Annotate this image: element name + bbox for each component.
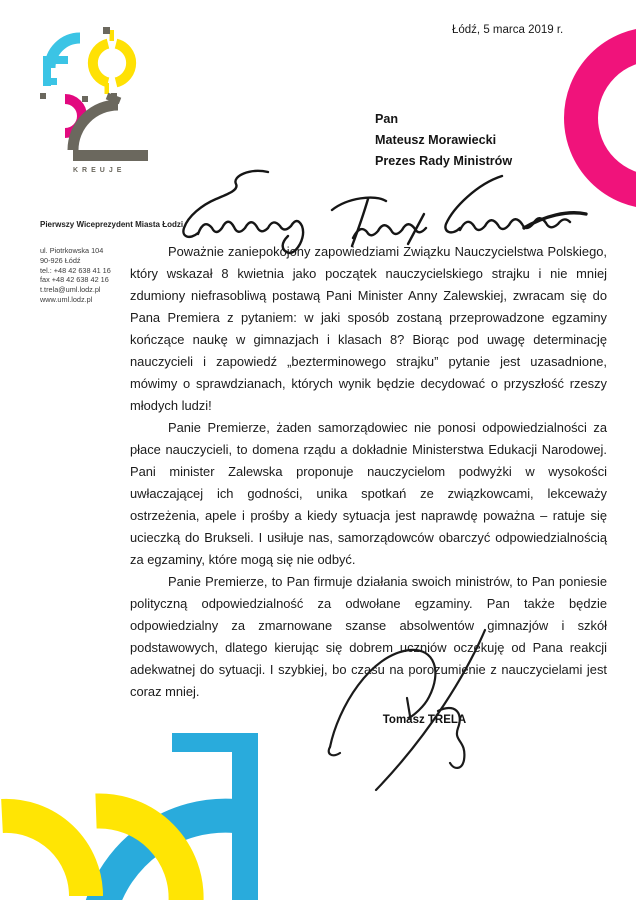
paragraph-1: Poważnie zaniepokojony zapowiedziami Związku Nauczycielstwa Polskiego, który wskazał 8 kwietnia jako początek nauczycielskiego strajku i nie mniej zdumiony niefrasobliwą postawą Pani Minister Anny Zalewskiej, zwracam się do Pana Premiera z pytaniem: w jaki sposób zostaną przeprowadzone egzaminy kończące naukę w gimnazjach i klasach 8? Biorąc pod uwagę determinację nauczycieli i zapowiedź „bezterminowego strajku” pytanie jest uzasadnione, mówimy o sprawdzianach, których wynik będzie decydować o przyszłość rzeszy młodych ludzi! — [130, 244, 607, 413]
paragraph-3: Panie Premierze, to Pan firmuje działania swoich ministrów, to Pan poniesie polityczną odpowiedzialność za odwołane egzaminy. Pan także będzie odpowiedzialny za zmarnowane szanse absolwentów gimnazjów i szkół podstawowych, dlatego kierując się dobrem uczniów oczekuję od Pana reakcji adekwatnej do sytuacji. I szybkiej, bo czasu na porozumienie z nauczycielami jest coraz mniej. — [130, 574, 607, 699]
address-street: ul. Piotrkowska 104 — [40, 246, 104, 255]
lodz-kreuje-logo-icon — [38, 26, 148, 168]
recipient-salutation: Pan — [375, 112, 399, 126]
sender-address — [40, 246, 111, 305]
lodz-letters-icon — [38, 26, 148, 168]
address-www: www.uml.lodz.pl — [40, 294, 93, 304]
date-line: Łódź, 5 marca 2019 r. — [452, 24, 564, 36]
recipient-block — [375, 109, 512, 172]
sender-title: Pierwszy Wiceprezydent Miasta Łodzi — [40, 220, 184, 229]
paragraph-2: Panie Premierze, żaden samorządowiec nie ponosi odpowiedzialności za płace nauczycieli, to domena rządu a dokładnie Ministerstwa Edukacji Narodowej. Pani minister Zalewska proponuje nauczycielom podwyżki w wysokości uwłaczającej ich godności, unika spotkań ze związkowcami, lekceważy ostrzeżenia, apele i prośby a kiedy sytuacja jest naprawdę poważna – ratuje się ucieczką do Brukseli. I usiłuje nas, samorządowców obarczyć odpowiedzialnością za egzaminy, które mogą się nie odbyć. — [130, 420, 607, 567]
address-fax: fax +48 42 638 42 16 — [40, 275, 109, 285]
signature-name: Tomasz TRELA — [382, 714, 467, 726]
recipient-name: Mateusz Morawiecki — [375, 133, 497, 147]
address-email: t.trela@uml.lodz.pl — [40, 285, 101, 295]
address-tel: tel.: +48 42 638 41 16 — [40, 265, 111, 275]
pink-arc-decoration-icon — [564, 20, 636, 215]
recipient-title: Prezes Rady Ministrów — [375, 154, 513, 168]
bottom-brand-decoration-icon — [0, 720, 300, 900]
logo-tagline: KREUJE — [73, 167, 126, 174]
letter-body — [130, 241, 607, 703]
address-city: 90-926 Łódź — [40, 255, 81, 265]
